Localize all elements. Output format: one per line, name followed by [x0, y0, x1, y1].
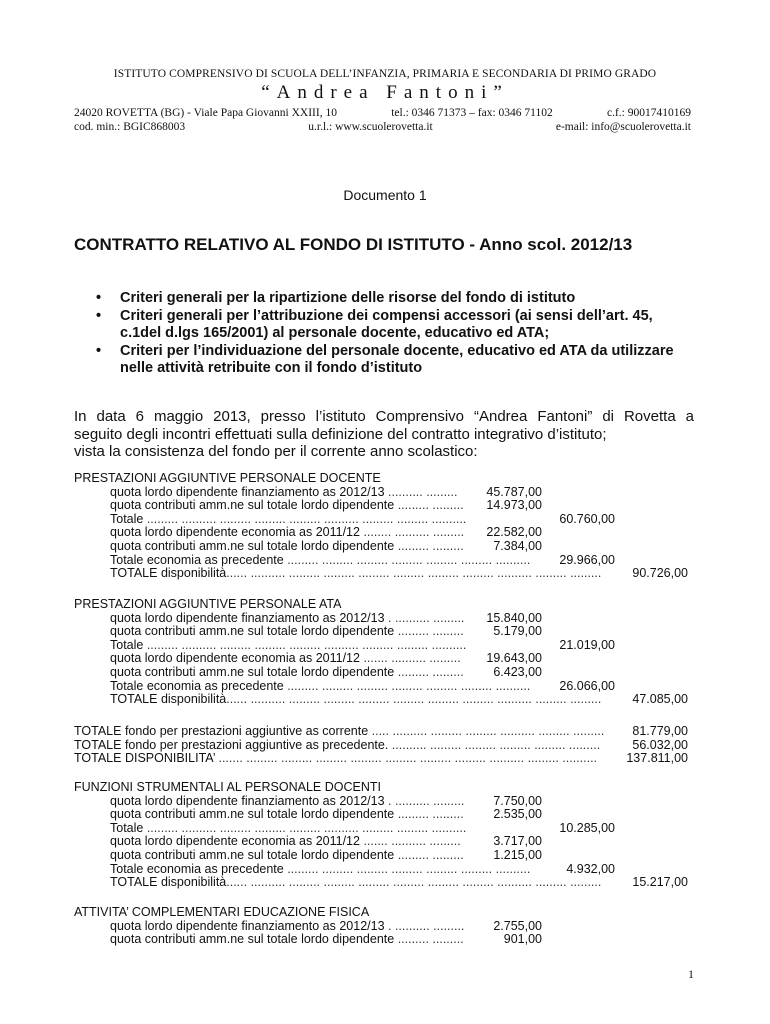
row-label: quota lordo dipendente finanziamento as 2012/13 — [110, 793, 385, 808]
row-value: 47.085,00 — [632, 692, 688, 707]
table-row — [74, 725, 692, 739]
list-item — [94, 343, 694, 378]
school-tel-fax: tel.: 0346 71373 – fax: 0346 71102 — [391, 107, 553, 119]
leader-dots: . .......... ......... — [384, 793, 465, 808]
header-contact-line-2 — [74, 121, 691, 133]
row-value: 19.643,00 — [486, 651, 542, 666]
leader-dots: ...... .......... ......... ......... ......... ......... ......... ......... .......... ......... ......... — [226, 692, 602, 707]
leader-dots: ......... ......... — [394, 932, 464, 947]
leader-dots: ......... ......... — [394, 624, 464, 639]
table-row — [74, 499, 692, 513]
row-value: 90.726,00 — [632, 566, 688, 581]
row-label: quota lordo dipendente finanziamento as 2012/13 — [110, 918, 385, 933]
row-value: 10.285,00 — [559, 820, 615, 835]
table-row — [74, 795, 692, 809]
leader-dots: .......... ......... — [384, 484, 458, 499]
bullet-icon: • — [96, 342, 102, 359]
row-label: TOTALE fondo per prestazioni aggiuntive as precedente. — [74, 737, 389, 752]
intro-paragraph — [74, 408, 694, 461]
row-label: quota lordo dipendente finanziamento as 2012/13 — [110, 610, 385, 625]
section-totals — [74, 725, 692, 766]
row-value: 901,00 — [503, 932, 542, 947]
list-item — [94, 308, 694, 343]
table-row — [74, 876, 692, 890]
row-value: 45.787,00 — [486, 484, 542, 499]
leader-dots: ......... ......... ......... ......... ......... ......... .......... — [283, 678, 531, 693]
table-row — [74, 739, 692, 753]
section-funzioni — [74, 781, 692, 890]
institute-heading: ISTITUTO COMPRENSIVO DI SCUOLA DELL’INFANZIA, PRIMARIA E SECONDARIA DI PRIMO GRADO — [113, 68, 657, 80]
row-label: Totale — [110, 637, 144, 652]
leader-dots: ...... .......... ......... ......... ......... ......... ......... ......... .......... ......... ......... — [226, 875, 602, 890]
row-value: 81.779,00 — [632, 724, 688, 738]
leader-dots: ........ .......... ......... — [359, 525, 465, 540]
header-contact-line-1 — [74, 107, 691, 119]
row-value: 6.423,00 — [493, 664, 542, 679]
row-value: 15.217,00 — [632, 875, 688, 890]
table-row — [74, 666, 692, 680]
leader-dots: ......... ......... — [394, 538, 464, 553]
school-ministry-code: cod. min.: BGIC868003 — [74, 121, 186, 133]
leader-dots: ......... ......... ......... ......... ......... ......... .......... — [283, 552, 531, 567]
row-label: quota contributi amm.ne sul totale lordo dipendente — [110, 932, 395, 947]
row-value: 22.582,00 — [486, 525, 542, 540]
leader-dots: ...... .......... ......... ......... ......... ......... ......... ......... .......... ......... ......... — [226, 566, 602, 581]
row-value: 2.755,00 — [493, 918, 542, 933]
row-label: quota lordo dipendente economia as 2011/12 — [110, 651, 360, 666]
table-row — [74, 513, 692, 527]
row-value: 60.760,00 — [559, 511, 615, 526]
list-item — [94, 290, 694, 308]
row-label: TOTALE disponibilità — [110, 566, 227, 581]
table-row — [74, 693, 692, 707]
table-row — [74, 752, 692, 766]
table-row — [74, 835, 692, 849]
document-title: CONTRATTO RELATIVO AL FONDO DI ISTITUTO - Anno scol. 2012/13 — [74, 235, 633, 254]
intro-line: In data 6 maggio 2013, presso l’istituto Comprensivo “Andrea Fantoni” di Rovetta a — [74, 408, 694, 425]
row-label: quota lordo dipendente finanziamento as 2012/13 — [110, 484, 385, 499]
row-label: Totale — [110, 820, 144, 835]
leader-dots: ......... ......... — [394, 664, 464, 679]
row-label: quota lordo dipendente economia as 2011/12 — [110, 525, 360, 540]
row-label: Totale — [110, 511, 144, 526]
leader-dots: .......... ......... ......... ......... ......... ......... — [388, 737, 601, 752]
row-value: 21.019,00 — [559, 637, 615, 652]
row-value: 4.932,00 — [566, 861, 615, 876]
intro-line: vista la consistenza del fondo per il corrente anno scolastico: — [74, 443, 478, 460]
criteria-text: Criteri per l’individuazione del personale docente, educativo ed ATA da utilizzare nelle attività retribuite con il fondo d’istituto — [120, 342, 674, 376]
row-label: TOTALE DISPONIBILITA’ — [74, 751, 216, 766]
bullet-icon: • — [96, 307, 102, 324]
table-row — [74, 540, 692, 554]
table-row — [74, 849, 692, 863]
intro-line: seguito degli incontri effettuati sulla definizione del contratto integrativo d’istituto; — [74, 425, 607, 443]
row-label: quota contributi amm.ne sul totale lordo dipendente — [110, 498, 395, 513]
leader-dots: ......... ......... — [394, 498, 464, 513]
section-title: PRESTAZIONI AGGIUNTIVE PERSONALE ATA — [74, 597, 342, 611]
row-value: 7.384,00 — [493, 538, 542, 553]
table-row — [74, 486, 692, 500]
row-value: 2.535,00 — [493, 807, 542, 822]
leader-dots: . .......... ......... — [384, 918, 465, 933]
school-address: 24020 ROVETTA (BG) - Viale Papa Giovanni XXIII, 10 — [74, 107, 337, 119]
table-row — [74, 612, 692, 626]
row-label: Totale economia as precedente — [110, 552, 284, 567]
leader-dots: ......... .......... ......... ......... ......... .......... ......... ......... .......... — [143, 511, 467, 526]
row-value: 137.811,00 — [626, 751, 688, 766]
table-row — [74, 822, 692, 836]
table-row — [74, 933, 692, 947]
table-row — [74, 863, 692, 877]
school-name: “Andrea Fantoni” — [261, 82, 509, 103]
row-value: 7.750,00 — [493, 793, 542, 808]
table-row — [74, 808, 692, 822]
leader-dots: ..... .......... ......... ......... .......... ......... ......... — [368, 724, 605, 738]
leader-dots: ......... ......... ......... ......... ......... ......... .......... — [283, 861, 531, 876]
page-number: 1 — [688, 967, 694, 981]
section-title: ATTIVITA’ COMPLEMENTARI EDUCAZIONE FISICA — [74, 905, 370, 919]
row-label: quota contributi amm.ne sul totale lordo dipendente — [110, 624, 395, 639]
row-label: quota lordo dipendente economia as 2011/12 — [110, 834, 360, 849]
bullet-icon: • — [96, 290, 102, 306]
table-row — [74, 920, 692, 934]
criteria-text: Criteri generali per la ripartizione delle risorse del fondo di istituto — [120, 290, 576, 306]
leader-dots: ......... ......... — [394, 807, 464, 822]
row-value: 15.840,00 — [486, 610, 542, 625]
school-email: e-mail: info@scuolerovetta.it — [555, 121, 691, 133]
table-row — [74, 652, 692, 666]
table-row — [74, 567, 692, 581]
criteria-list — [94, 290, 694, 378]
table-row — [74, 625, 692, 639]
row-value: 56.032,00 — [632, 737, 688, 752]
section-docente — [74, 472, 692, 581]
leader-dots: ....... ......... ......... ......... ......... ......... ......... ......... .......... ......... .......... — [215, 751, 598, 766]
table-row — [74, 526, 692, 540]
row-label: quota contributi amm.ne sul totale lordo dipendente — [110, 664, 395, 679]
row-label: Totale economia as precedente — [110, 861, 284, 876]
leader-dots: ......... ......... — [394, 847, 464, 862]
row-label: quota contributi amm.ne sul totale lordo dipendente — [110, 847, 395, 862]
row-value: 3.717,00 — [493, 834, 542, 849]
table-row — [74, 639, 692, 653]
table-row — [74, 680, 692, 694]
leader-dots: ......... .......... ......... ......... ......... .......... ......... ......... .......... — [143, 820, 467, 835]
section-title: FUNZIONI STRUMENTALI AL PERSONALE DOCENTI — [74, 780, 381, 794]
leader-dots: ....... .......... ......... — [359, 834, 461, 849]
row-value: 5.179,00 — [493, 624, 542, 639]
row-label: TOTALE disponibilità — [110, 692, 227, 707]
section-educazione-fisica — [74, 906, 692, 947]
row-value: 26.066,00 — [559, 678, 615, 693]
section-title: PRESTAZIONI AGGIUNTIVE PERSONALE DOCENTE — [74, 471, 381, 485]
row-value: 29.966,00 — [559, 552, 615, 567]
row-label: quota contributi amm.ne sul totale lordo dipendente — [110, 807, 395, 822]
criteria-text: Criteri generali per l’attribuzione dei compensi accessori (ai sensi dell’art. 45, c.1del d.lgs 165/2001) al personale docente, educativo ed ATA; — [120, 307, 653, 341]
section-ata — [74, 598, 692, 707]
row-label: quota contributi amm.ne sul totale lordo dipendente — [110, 538, 395, 553]
leader-dots: ......... .......... ......... ......... ......... .......... ......... ......... .......... — [143, 637, 467, 652]
leader-dots: . .......... ......... — [384, 610, 465, 625]
row-label: TOTALE fondo per prestazioni aggiuntive as corrente — [74, 724, 369, 738]
row-label: TOTALE disponibilità — [110, 875, 227, 890]
row-label: Totale economia as precedente — [110, 678, 284, 693]
school-url: u.r.l.: www.scuolerovetta.it — [308, 121, 433, 133]
row-value: 1.215,00 — [493, 847, 542, 862]
document-number: Documento 1 — [343, 187, 427, 203]
leader-dots: ....... .......... ......... — [359, 651, 461, 666]
row-value: 14.973,00 — [486, 498, 542, 513]
table-row — [74, 554, 692, 568]
school-fiscal-code: c.f.: 90017410169 — [606, 107, 691, 119]
